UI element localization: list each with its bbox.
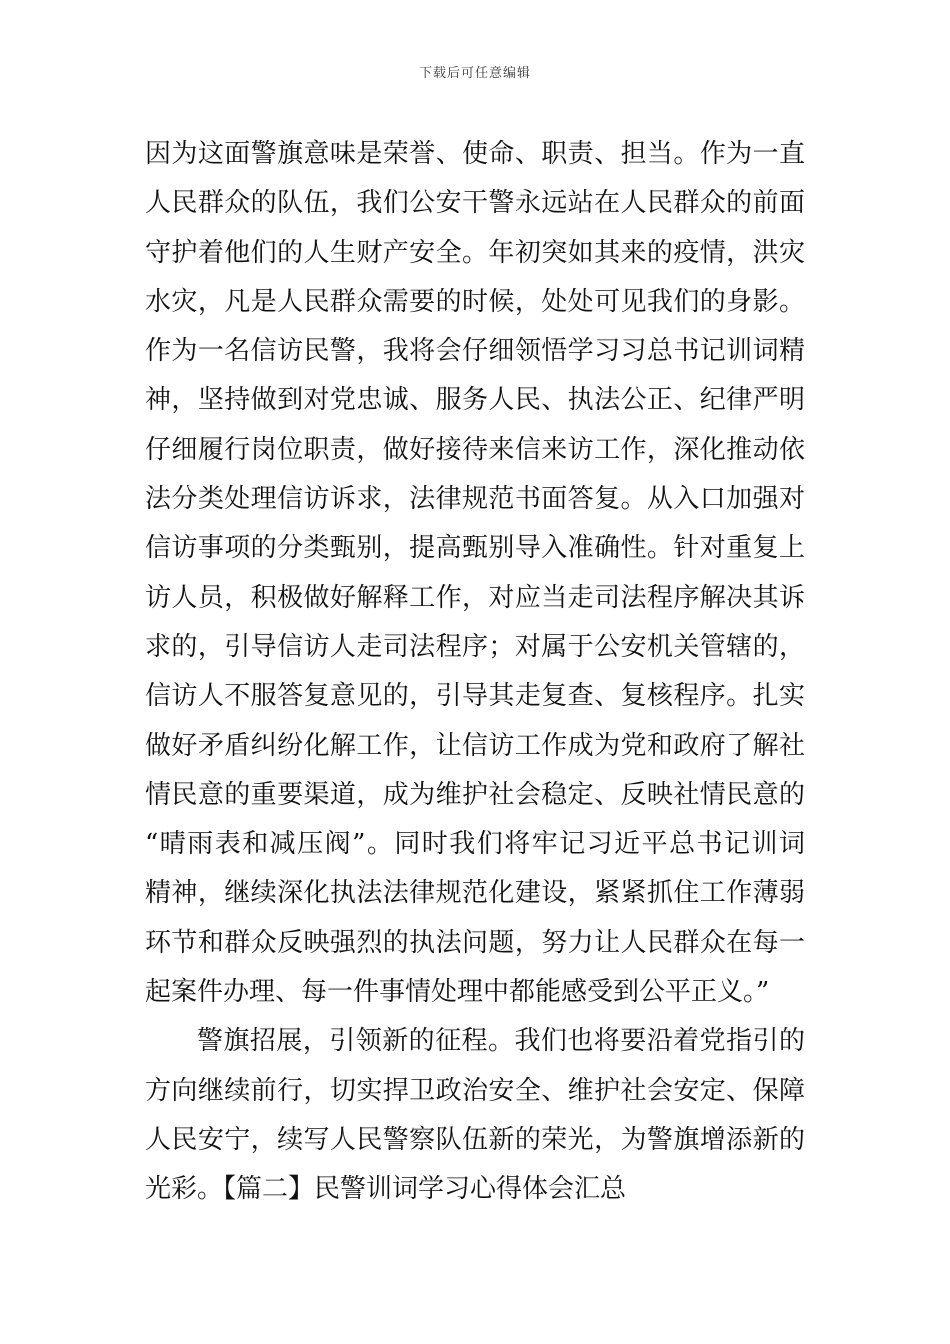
text-line: 环节和群众反映强烈的执法问题，努力让人民群众在每一 bbox=[145, 927, 805, 958]
text-line: 仔细履行岗位职责，做好接待来信来访工作，深化推动依 bbox=[145, 434, 805, 465]
text-line: 信访事项的分类甄别，提高甄别导入准确性。针对重复上 bbox=[145, 533, 805, 564]
page-header-note: 下载后可任意编辑 bbox=[418, 66, 531, 81]
text-line: 人民安宁，续写人民警察队伍新的荣光，为警旗增添新的 bbox=[145, 1124, 805, 1155]
text-line: 警旗招展，引领新的征程。我们也将要沿着党指引的 bbox=[197, 1026, 805, 1057]
paragraph-1 bbox=[145, 130, 805, 1017]
text-line: 访人员，积极做好解释工作，对应当走司法程序解决其诉 bbox=[145, 582, 805, 613]
text-line: 做好矛盾纠纷化解工作，让信访工作成为党和政府了解社 bbox=[145, 730, 805, 761]
text-line: 起案件办理、每一件事情处理中都能感受到公平正义。” bbox=[145, 977, 770, 1008]
text-line: 因为这面警旗意味是荣誉、使命、职责、担当。作为一直 bbox=[145, 139, 805, 169]
text-line: 方向继续前行，切实捍卫政治安全、维护社会安定、保障 bbox=[145, 1075, 805, 1106]
text-line: 求的，引导信访人走司法程序；对属于公安机关管辖的， bbox=[145, 631, 805, 662]
text-line: 神，坚持做到对党忠诚、服务人民、执法公正、纪律严明 bbox=[145, 385, 805, 416]
document-body bbox=[145, 130, 805, 1215]
paragraph-2 bbox=[145, 1017, 805, 1214]
text-line: 信访人不服答复意见的，引导其走复查、复核程序。扎实 bbox=[145, 681, 805, 712]
text-line: “晴雨表和减压阀”。同时我们将牢记习近平总书记训词 bbox=[145, 829, 805, 860]
text-line: 水灾，凡是人民群众需要的时候，处处可见我们的身影。 bbox=[145, 286, 805, 317]
text-line: 作为一名信访民警，我将会仔细领悟学习习总书记训词精 bbox=[145, 336, 805, 367]
text-line: 光彩。【篇二】民警训词学习心得体会汇总 bbox=[145, 1174, 627, 1205]
text-line: 守护着他们的人生财产安全。年初突如其来的疫情，洪灾 bbox=[145, 237, 805, 268]
text-line: 法分类处理信访诉求，法律规范书面答复。从入口加强对 bbox=[145, 484, 805, 515]
text-line: 人民群众的队伍，我们公安干警永远站在人民群众的前面 bbox=[145, 188, 805, 219]
text-line: 精神，继续深化执法法律规范化建设，紧紧抓住工作薄弱 bbox=[145, 878, 805, 909]
text-line: 情民意的重要渠道，成为维护社会稳定、反映社情民意的 bbox=[145, 779, 805, 810]
